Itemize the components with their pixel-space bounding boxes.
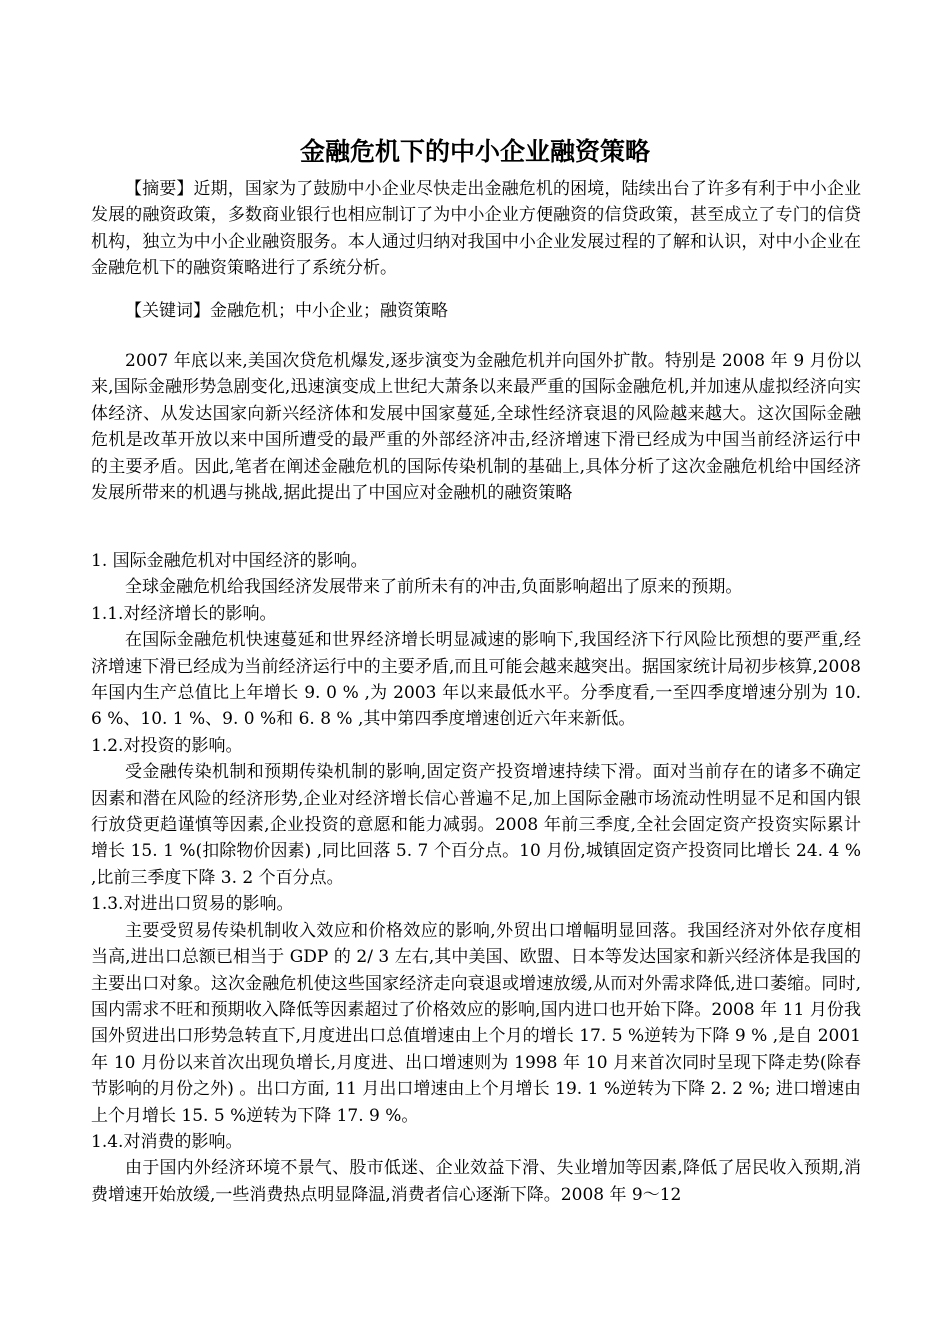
section-1-3-body: 主要受贸易传染机制收入效应和价格效应的影响,外贸出口增幅明显回落。我国经济对外依存度相当高,进出口总额已相当于 GDP 的 2/ 3 左右,其中美国、欧盟、日本等发达国家和新兴经济体是我国的主要出口对象。这次金融危机使这些国家经济走向衰退或增速放缓,从而对外需求降低,进口萎缩。同时,国内需求不旺和预期收入降低等因素超过了价格效应的影响,国内进口也开始下降。2008 年 11 月份我国外贸进出口形势急转直下,月度进出口总值增速由上个月的增长 17. 5 %逆转为下降 9 % ,是自 2001 年 10 月份以来首次出现负增长,月度进、出口增速则为 1998 年 10 月来首次同时呈现下降走势(除春节影响的月份之外) 。出口方面, 11 月出口增速由上个月增长 19. 1 %逆转为下降 2. 2 %; 进口增速由上个月增长 15. 5 %逆转为下降 17. 9 %。 [91,920,861,1126]
abstract-block [91,176,861,282]
section-1-1-body: 在国际金融危机快速蔓延和世界经济增长明显减速的影响下,我国经济下行风险比预想的要严重,经济增速下滑已经成为当前经济运行中的主要矛盾,而且可能会越来越突出。据国家统计局初步核算,2008 年国内生产总值比上年增长 9. 0 % ,为 2003 年以来最低水平。分季度看,一至四季度增速分别为 10. 6 %、10. 1 %、9. 0 %和 6. 8 % ,其中第四季度增速创近六年来新低。 [91,630,861,730]
section-1-4-body: 由于国内外经济环境不景气、股市低迷、企业效益下滑、失业增加等因素,降低了居民收入预期,消费增速开始放缓,一些消费热点明显降温,消费者信心逐渐下降。2008 年 9～12 [91,1158,861,1205]
section-1-4-heading: 1.4.对消费的影响。 [91,1131,243,1152]
section-1-1-heading: 1.1.对经济增长的影响。 [91,603,277,624]
section-1-2-heading: 1.2.对投资的影响。 [91,735,243,756]
section-1-lead: 全球金融危机给我国经济发展带来了前所未有的冲击,负面影响超出了原来的预期。 [125,577,743,598]
intro-paragraph: 2007 年底以来,美国次贷危机爆发,逐步演变为金融危机并向国外扩散。特别是 2008 年 9 月份以来,国际金融形势急剧变化,迅速演变成上世纪大萧条以来最严重的国际金融危机,并加速从虚拟经济向实体经济、从发达国家向新兴经济体和发展中国家蔓延,全球性经济衰退的风险越来越大。这次国际金融危机是改革开放以来中国所遭受的最严重的外部经济冲击,经济增速下滑已经成为中国当前经济运行中的主要矛盾。因此,笔者在阐述金融危机的国际传染机制的基础上,具体分析了这次金融危机给中国经济发展所带来的机遇与挑战,据此提出了中国应对金融机的融资策略 [91,351,861,504]
section-1-3-heading: 1.3.对进出口贸易的影响。 [91,894,294,915]
section-1-2-body: 受金融传染机制和预期传染机制的影响,固定资产投资增速持续下滑。面对当前存在的诸多不确定因素和潜在风险的经济形势,企业对经济增长信心普遍不足,加上国际金融市场流动性明显不足和国内银行放贷更趋谨慎等因素,企业投资的意愿和能力减弱。2008 年前三季度,全社会固定资产投资实际累计增长 15. 1 %(扣除物价因素) ,同比回落 5. 7 个百分点。10 月份,城镇固定资产投资同比增长 24. 4 % ,比前三季度下降 3. 2 个百分点。 [91,762,861,888]
body-block [91,548,861,1208]
section-1-heading: 1. 国际金融危机对中国经济的影响。 [91,551,368,571]
document-title: 金融危机下的中小企业融资策略 [299,137,650,166]
intro-block [91,348,861,506]
keywords-line: 【关键词】金融危机；中小企业；融资策略 [125,301,448,321]
keywords-block [91,298,861,324]
abstract-paragraph: 【摘要】近期，国家为了鼓励中小企业尽快走出金融危机的困境，陆续出台了许多有利于中小企业发展的融资政策，多数商业银行也相应制订了为中小企业方便融资的信贷政策，甚至成立了专门的信贷机构，独立为中小企业融资服务。本人通过归纳对我国中小企业发展过程的了解和认识，对中小企业在金融危机下的融资策略进行了系统分析。 [91,179,861,279]
